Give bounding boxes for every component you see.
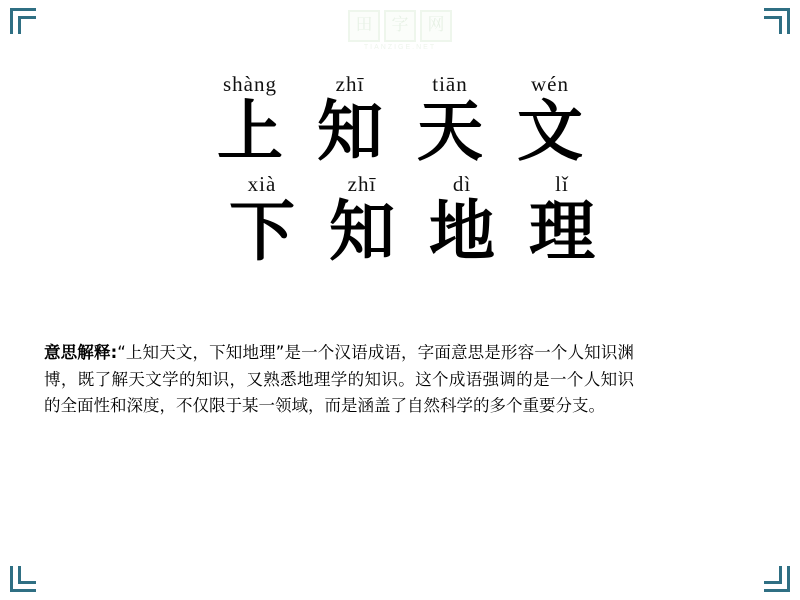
explanation-text: “上知天文，下知地理”是一个汉语成语，字面意思是形容一个人知识渊博，既了解天文学的知识，又熟悉地理学的知识。这个成语强调的是一个人知识的全面性和深度，不仅限于某一领域，而是涵盖了自然科学的多个重要分支。: [44, 343, 634, 416]
watermark-logo: [348, 10, 452, 51]
hanzi-row-1: [0, 93, 800, 170]
hanzi-cell: 知: [317, 93, 383, 170]
pinyin-cell: zhī: [335, 72, 365, 96]
corner-ornament-bottom-left: [10, 566, 36, 592]
hanzi-cell: 地: [429, 193, 495, 271]
pinyin-cell: zhī: [347, 172, 377, 197]
watermark-box: 网: [420, 10, 452, 42]
pinyin-cell: shàng: [223, 72, 277, 96]
pinyin-cell: tiān: [432, 72, 468, 96]
corner-ornament-bottom-right: [764, 566, 790, 592]
hanzi-cell: 知: [329, 193, 395, 271]
pinyin-cell: lǐ: [555, 172, 569, 197]
watermark-caption: TIANZIGE.NET: [363, 44, 437, 51]
pinyin-cell: wén: [531, 72, 569, 96]
hanzi-row-2: [12, 193, 800, 271]
hanzi-cell: 下: [229, 193, 295, 271]
idiom-line-1: [0, 72, 800, 170]
idiom-line-2: [0, 172, 800, 271]
watermark-box: 田: [348, 10, 380, 42]
watermark-box: 字: [384, 10, 416, 42]
corner-ornament-top-right: [764, 8, 790, 34]
pinyin-cell: xià: [247, 172, 277, 197]
hanzi-cell: 文: [517, 93, 583, 170]
hanzi-cell: 理: [529, 193, 595, 271]
watermark-character-boxes: [348, 10, 452, 42]
idiom-block: [0, 72, 800, 271]
pinyin-row-1: [0, 72, 800, 97]
explanation-label: 意思解释:: [44, 343, 118, 362]
hanzi-cell: 上: [217, 93, 283, 170]
corner-ornament-top-left: [10, 8, 36, 34]
hanzi-cell: 天: [417, 93, 483, 170]
explanation-paragraph: [44, 340, 634, 420]
pinyin-cell: dì: [452, 172, 472, 197]
pinyin-row-2: [12, 172, 800, 197]
